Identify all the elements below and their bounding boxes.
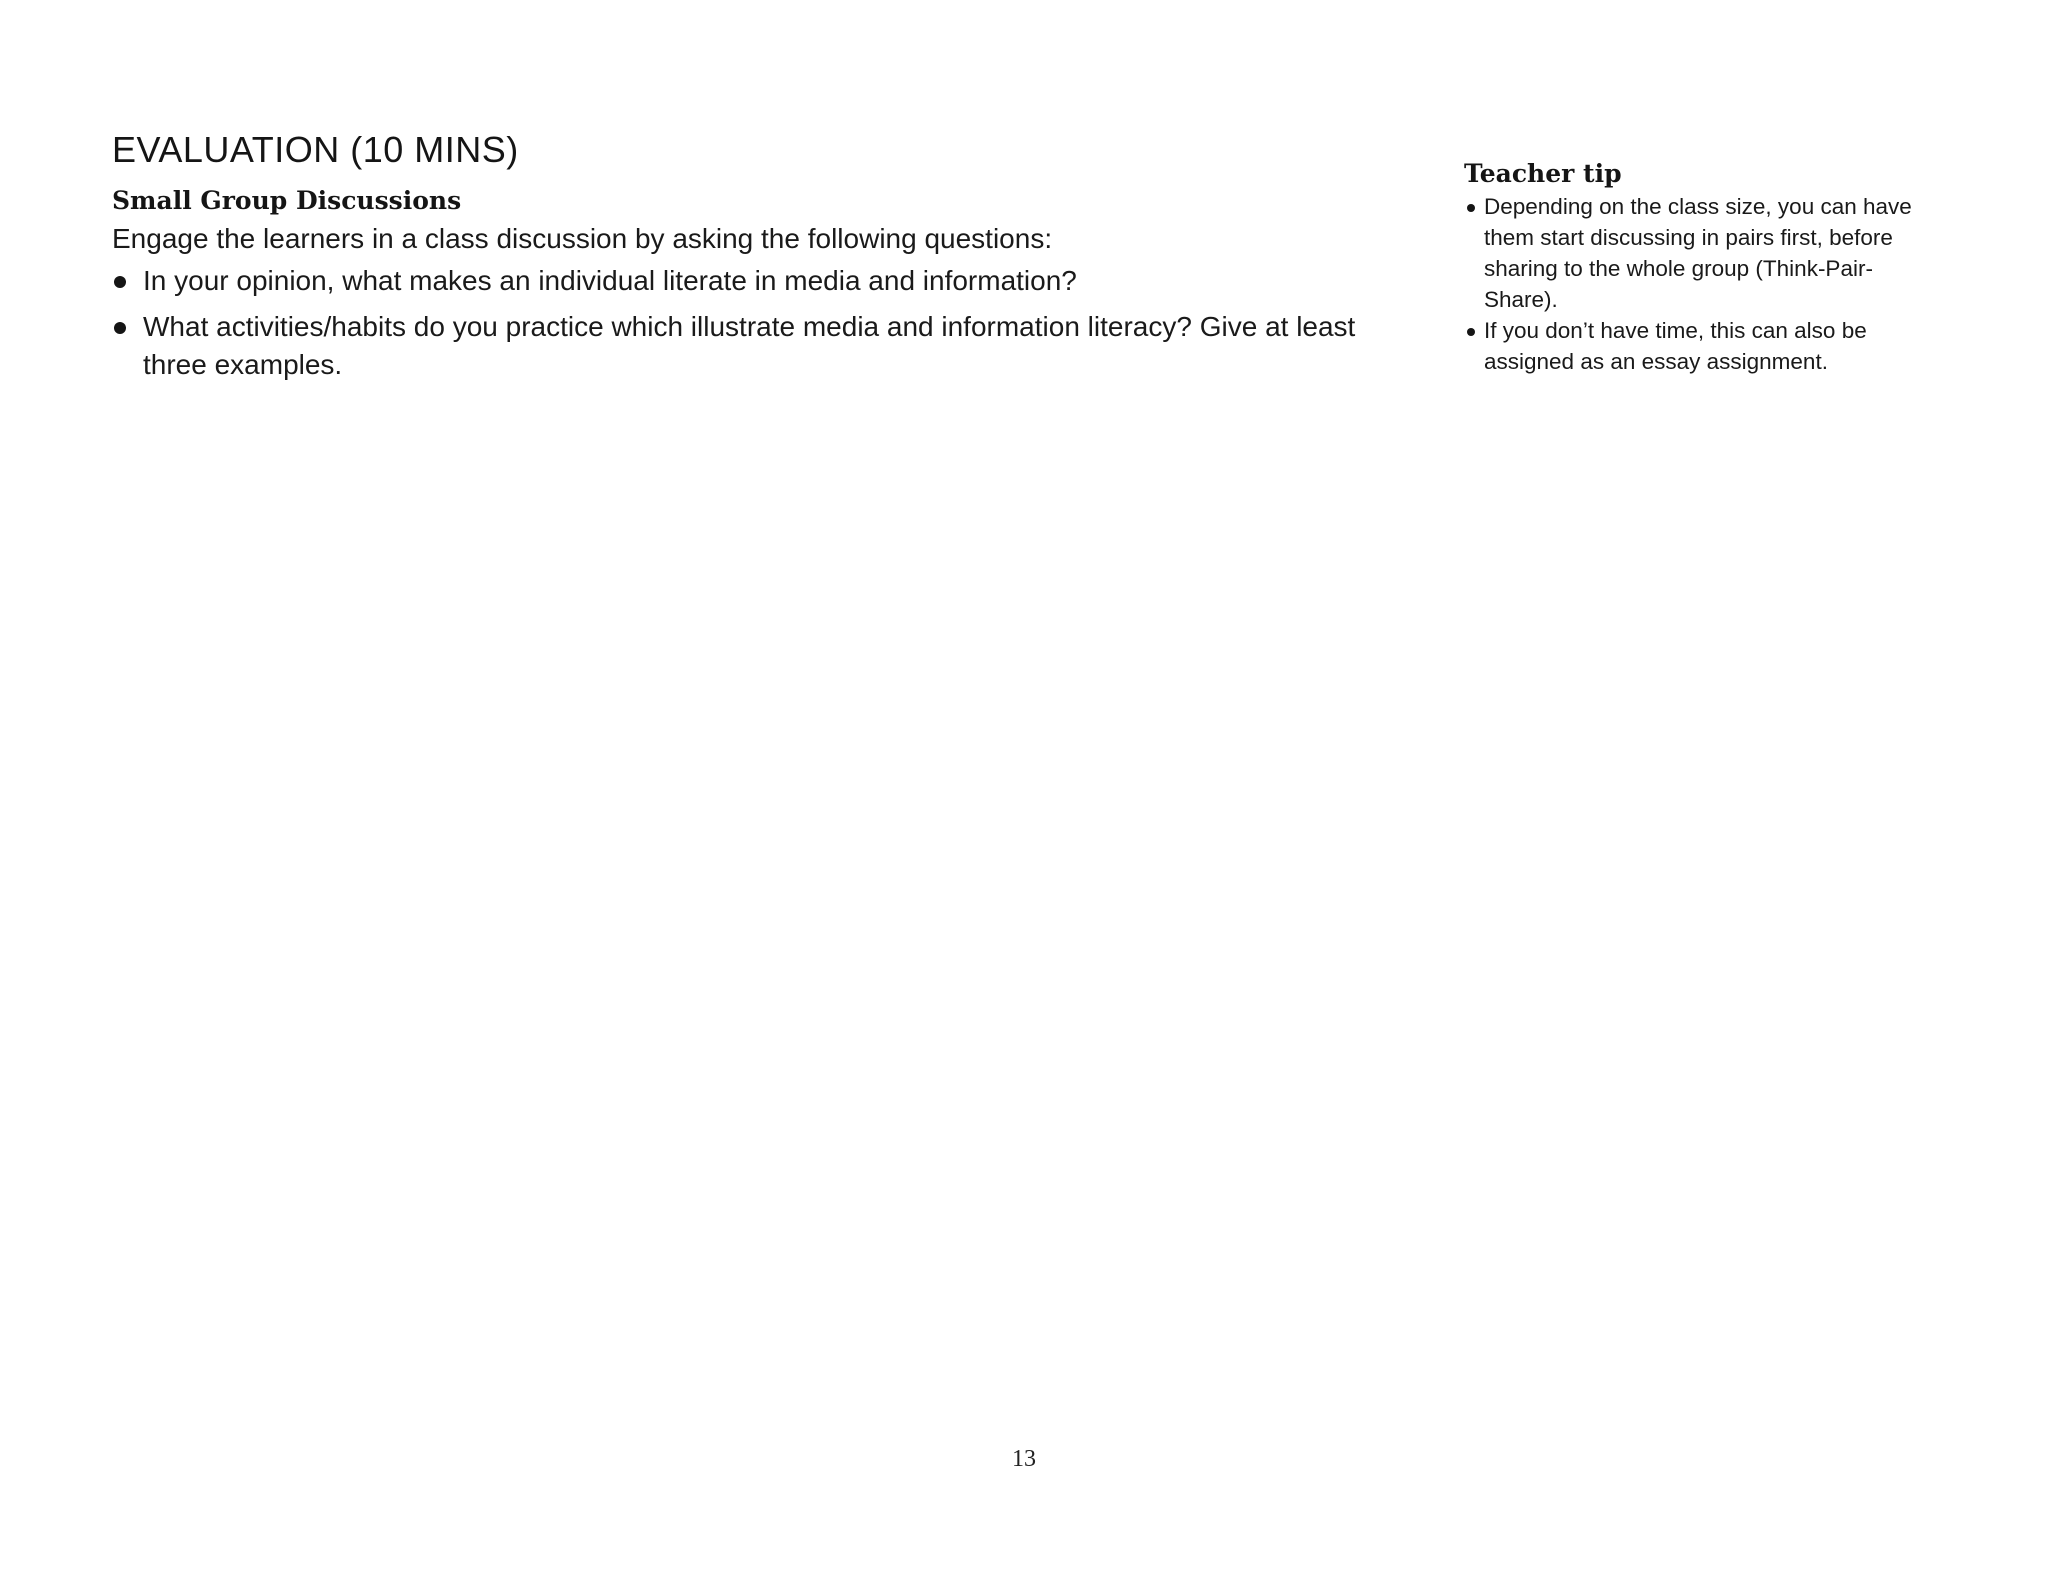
teacher-tip-box [1464,157,1944,377]
bullet-icon [114,276,126,288]
page-number: 13 [1012,1446,1036,1472]
question-text: In your opinion, what makes an individual literate in media and information? [143,265,1077,296]
tip-item [1464,315,1944,377]
question-list [112,262,1412,384]
tip-item [1464,191,1944,315]
bullet-icon [1467,328,1475,336]
main-content [112,128,1412,392]
tip-text: If you don’t have time, this can also be assigned as an essay assignment. [1484,318,1867,374]
question-text: What activities/habits do you practice which illustrate media and information literacy? Give at least three examples. [143,311,1356,380]
question-item [112,262,1412,300]
bullet-icon [1467,204,1475,212]
bullet-icon [114,322,126,334]
intro-paragraph: Engage the learners in a class discussion by asking the following questions: [112,223,1053,254]
question-item [112,308,1412,384]
teacher-tip-title: Teacher tip [1464,159,1622,188]
section-heading: EVALUATION (10 MINS) [112,129,519,170]
tip-list [1464,191,1944,377]
tip-text: Depending on the class size, you can have them start discussing in pairs first, before sharing to the whole group (Think-Pair-Share). [1484,194,1912,312]
activity-subheading: Small Group Discussions [112,186,462,215]
